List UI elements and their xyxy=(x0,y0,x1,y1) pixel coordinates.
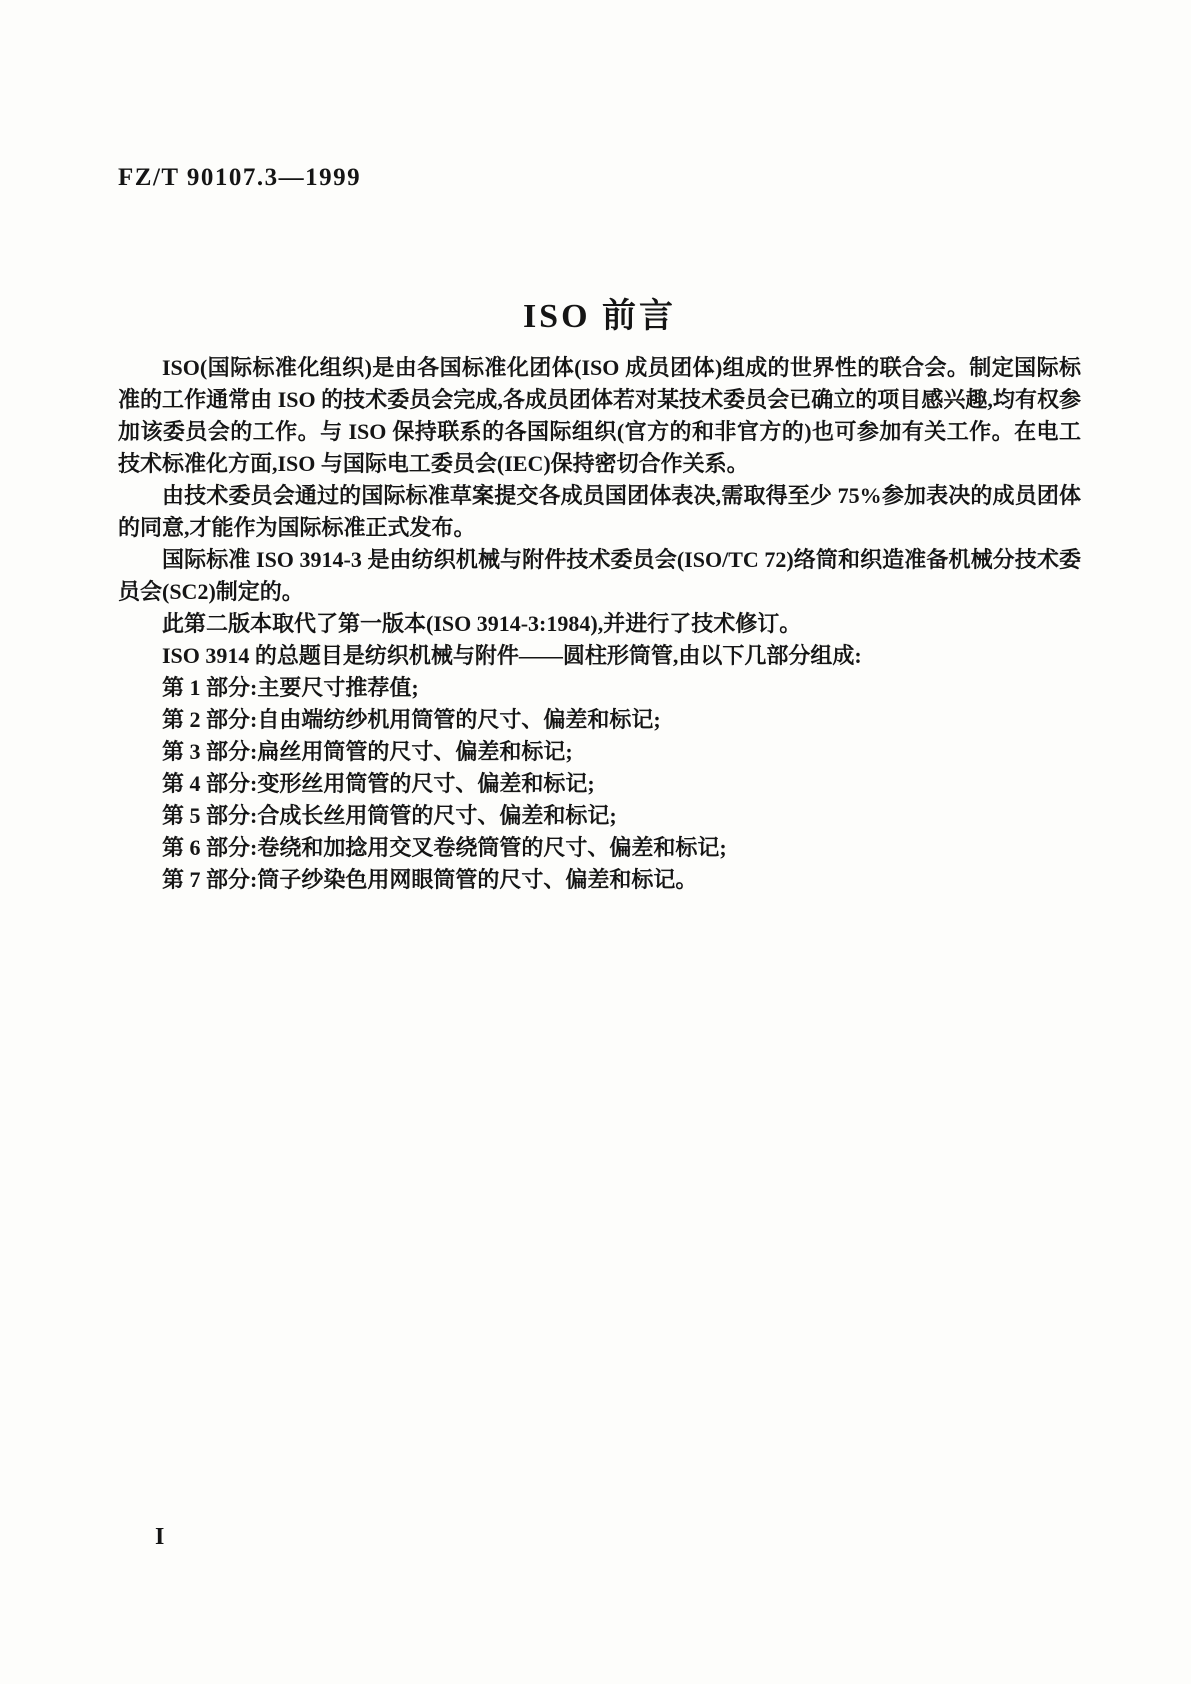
paragraph: 第 2 部分:自由端纺纱机用筒管的尺寸、偏差和标记; xyxy=(162,707,661,732)
paragraph: 第 6 部分:卷绕和加捻用交叉卷绕筒管的尺寸、偏差和标记; xyxy=(162,835,727,860)
paragraph: 第 4 部分:变形丝用筒管的尺寸、偏差和标记; xyxy=(162,771,595,796)
standard-number: FZ/T 90107.3—1999 xyxy=(118,164,362,191)
paragraph: ISO 3914 的总题目是纺织机械与附件——圆柱形筒管,由以下几部分组成: xyxy=(162,643,862,668)
paragraph: 第 3 部分:扁丝用筒管的尺寸、偏差和标记; xyxy=(162,739,573,764)
page-number: I xyxy=(155,1524,165,1550)
paragraph: 第 7 部分:筒子纱染色用网眼筒管的尺寸、偏差和标记。 xyxy=(162,867,698,892)
paragraph: 第 5 部分:合成长丝用筒管的尺寸、偏差和标记; xyxy=(162,803,617,828)
page-title: ISO 前言 xyxy=(522,298,677,335)
paragraph: ISO(国际标准化组织)是由各国标准化团体(ISO 成员团体)组成的世界性的联合会。制定国际标准的工作通常由 ISO 的技术委员会完成,各成员团体若对某技术委员会已确立的项目感兴趣,均有权参加该委员会的工作。与 ISO 保持联系的各国际组织(官方的和非官方的)也可参加有关工作。在电工技术标准化方面,ISO 与国际电工委员会(IEC)保持密切合作关系。 xyxy=(118,355,1081,476)
paragraph: 第 1 部分:主要尺寸推荐值; xyxy=(162,675,419,700)
paragraph: 此第二版本取代了第一版本(ISO 3914-3:1984),并进行了技术修订。 xyxy=(162,611,802,636)
paragraph: 国际标准 ISO 3914-3 是由纺织机械与附件技术委员会(ISO/TC 72)络筒和织造准备机械分技术委员会(SC2)制定的。 xyxy=(118,547,1081,604)
paragraph: 由技术委员会通过的国际标准草案提交各成员国团体表决,需取得至少 75%参加表决的成员团体的同意,才能作为国际标准正式发布。 xyxy=(118,483,1081,540)
body-paragraphs xyxy=(118,352,1081,896)
